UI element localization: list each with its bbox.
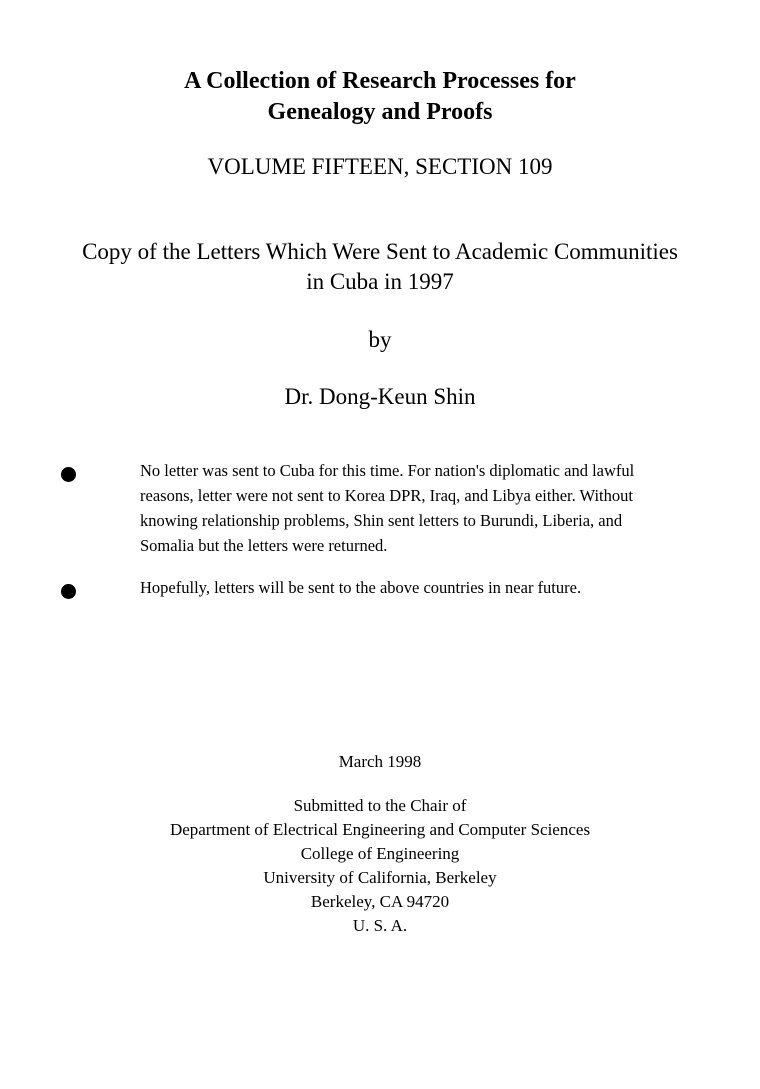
submission-country: U. S. A. bbox=[352, 916, 408, 935]
by-label: by bbox=[368, 327, 392, 352]
bullet-dot-icon bbox=[61, 584, 76, 599]
submission-college: College of Engineering bbox=[300, 844, 460, 863]
submission-address: Berkeley, CA 94720 bbox=[310, 892, 450, 911]
document-subject bbox=[30, 237, 730, 297]
bullet-text bbox=[140, 575, 730, 600]
bullet-line: No letter was sent to Cuba for this time. For nation's diplomatic and lawful bbox=[140, 461, 635, 480]
title-line-1: A Collection of Research Processes for bbox=[184, 68, 576, 94]
bullet-line: reasons, letter were not sent to Korea DPR, Iraq, and Libya either. Without bbox=[140, 486, 633, 505]
bullet-dot-icon bbox=[61, 467, 76, 482]
volume-heading: VOLUME FIFTEEN, SECTION 109 bbox=[207, 154, 553, 179]
bullet-line: Somalia but the letters were returned. bbox=[140, 536, 388, 555]
bullet-line: Hopefully, letters will be sent to the above countries in near future. bbox=[140, 578, 582, 597]
submission-line-1: Submitted to the Chair of bbox=[293, 796, 467, 815]
submission-date: March 1998 bbox=[338, 752, 422, 771]
subject-line-1: Copy of the Letters Which Were Sent to Academic Communities bbox=[82, 239, 678, 264]
author-name: Dr. Dong-Keun Shin bbox=[284, 384, 476, 409]
bullet-text bbox=[140, 458, 730, 558]
submission-university: University of California, Berkeley bbox=[263, 868, 497, 887]
submission-block bbox=[0, 794, 760, 938]
submission-department: Department of Electrical Engineering and Computer Sciences bbox=[169, 820, 591, 839]
subject-line-2: in Cuba in 1997 bbox=[306, 269, 454, 294]
title-line-2: Genealogy and Proofs bbox=[267, 99, 493, 125]
bullet-line: knowing relationship problems, Shin sent letters to Burundi, Liberia, and bbox=[140, 511, 623, 530]
document-title bbox=[0, 66, 760, 128]
